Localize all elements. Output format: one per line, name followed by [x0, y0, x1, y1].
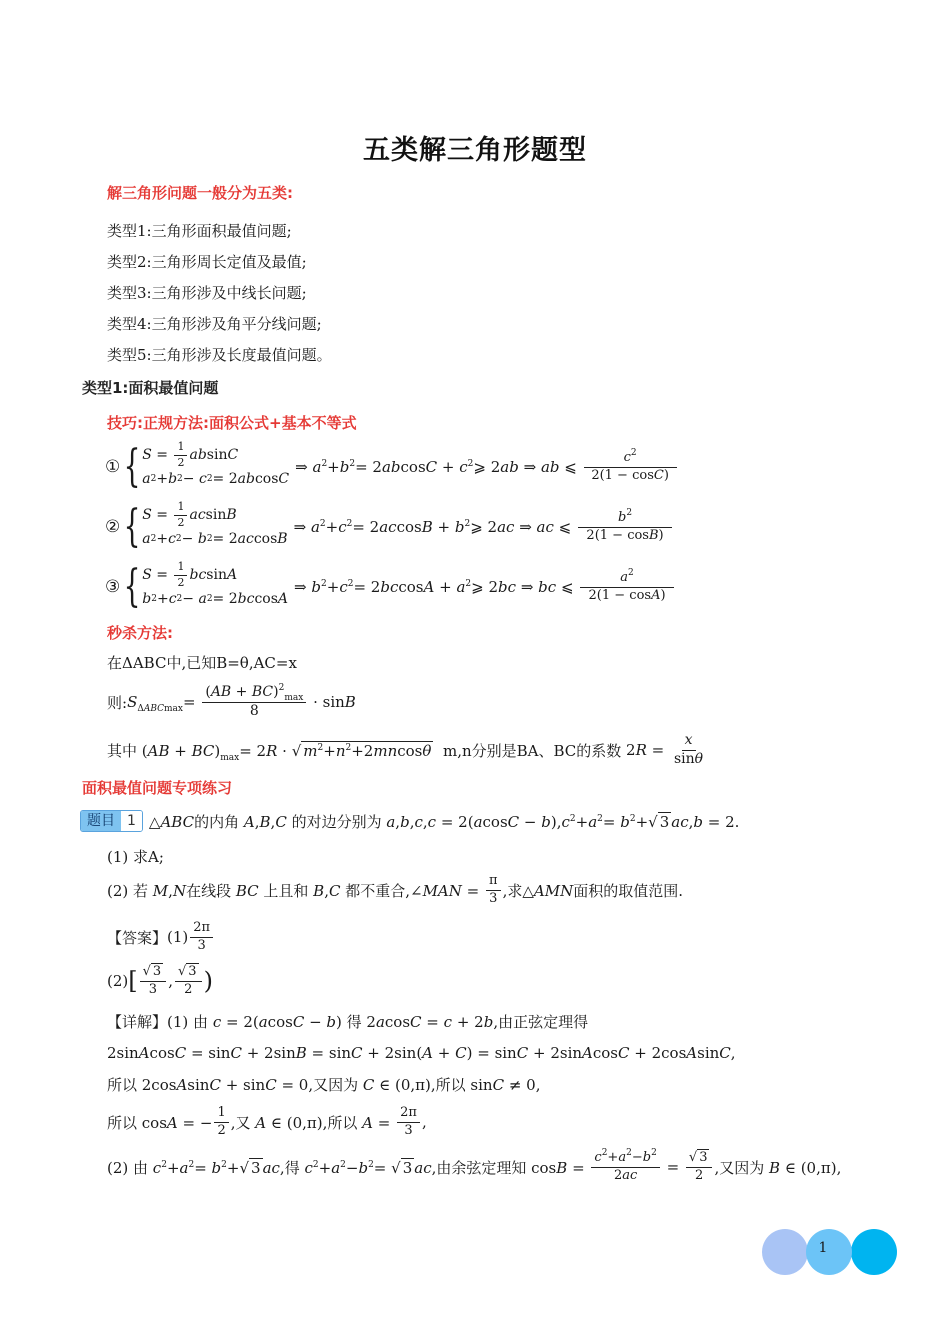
formula-2: ② { S = $\frac{1}{2}$ ac sin B a 2 + c 2 − b 2 = 2 ac cos B ⇒ $a^2+c^2= 2accosB$ + $b^2⩾$ 2ac ⇒ ac ⩽ $\frac{b^2}{2(1 - \cos B)}$	[105, 502, 674, 552]
answer-1: 【答案】 (1) $\frac{2\pi}{3}$	[107, 918, 215, 956]
problem-q2: (2) 若 M,N在线段 BC 上且和 B,C 都不重合,∠MAN = $\frac{\pi}{3}$ ,求△AMN面积的取值范围.	[107, 873, 683, 906]
page-number: 1	[818, 1240, 828, 1256]
type-item-4: 类型4:三角形涉及角平分线问题;	[107, 315, 322, 333]
problem-badge-number: 1	[121, 811, 142, 831]
type-item-2: 类型2:三角形周长定值及最值;	[107, 253, 307, 271]
problem-q1: (1) 求A;	[107, 848, 164, 866]
detail-line-5: (2) 由 $c^2+a^2= b^2+√$ 3 ac,得 $c^2+a^2-b^2=$ √ 3 ac,由余弦定理知 cosB = $\frac{c^2+a^2-b^2}{2ac}$ = $\frac{√ 3}{2}$ ,又因为 B ∈ (0,π),	[107, 1148, 842, 1183]
detail-line-3: 所以 2cosAsinC + sinC = 0,又因为 C ∈ (0,π),所以 sinC ≠ 0,	[107, 1075, 541, 1094]
detail-label: 【详解】	[107, 1012, 168, 1031]
problem-badge-label: 题目	[81, 811, 121, 831]
page-deco-circle-right	[851, 1229, 897, 1275]
problem-1-statement: 题目 1 △ABC的内角 A,B,C 的对边分别为 $a,b,c,c = 2(acosC - b),c^2+a^2= b^2+√$ 3 ac,b = 2.	[80, 808, 739, 834]
quick-line-2-prefix: 则:	[107, 693, 128, 712]
technique-heading: 技巧:正规方法:面积公式+基本不等式	[107, 414, 357, 432]
answer-2: (2) [ $\frac{√ 3}{3}$ , $\frac{√ 3}{2}$ )	[107, 964, 213, 997]
problem-badge	[80, 810, 143, 832]
section1-title: 类型1:面积最值问题	[82, 379, 219, 397]
quick-line-3-suffix: m,n分别是BA、BC的系数	[442, 741, 622, 760]
quick-line-2: 则: $S_{\Delta ABCmax}=$ $\frac{(AB + BC)^2_{max}}{8}$ · sinB	[107, 683, 356, 719]
page-title: 五类解三角形题型	[363, 135, 587, 166]
detail-line-1: 【详解】 (1) 由 c = 2(acosC − b) 得 2acosC = c + 2b,由正弦定理得	[107, 1012, 589, 1031]
formula-1: ① { S = $\frac{1}{2}$ ab sin C a 2 + b 2 − c 2 = 2 ab cos C ⇒ $a^2+b^2= 2abcosC$ + $c^2⩾$ 2ab ⇒ ab ⩽ $\frac{c^2}{2(1 - \cos C)}$	[105, 442, 679, 492]
quick-line-3: 其中 $(AB + BC)_{max}= 2R$ · √ $m^2+n^2+2mncos\theta$ m,n分别是BA、BC的系数 2R = $\frac{x}{\sin\theta}$	[107, 732, 704, 767]
quick-heading: 秒杀方法:	[107, 624, 173, 642]
quick-line-1: 在ΔABC中,已知B=θ,AC=x	[107, 654, 297, 672]
page-deco-circle-left	[762, 1229, 808, 1275]
type-item-1: 类型1:三角形面积最值问题;	[107, 222, 292, 240]
detail-line-4: 所以 cosA = − $\frac{1}{2}$ ,又 A ∈ (0,π),所以 A = $\frac{2\pi}{3}$ ,	[107, 1105, 427, 1138]
type-item-3: 类型3:三角形涉及中线长问题;	[107, 284, 307, 302]
detail-line-2: 2sinAcosC = sinC + 2sinB = sinC + 2sin(A + C) = sinC + 2sinAcosC + 2cosAsinC,	[107, 1044, 736, 1062]
practice-heading: 面积最值问题专项练习	[82, 779, 233, 797]
formula-3: ③ { S = $\frac{1}{2}$ bc sin A b 2 + c 2 − a 2 = 2 bc cos A ⇒ $b^2+c^2= 2bccosA$ + $a^2⩾$ 2bc ⇒ bc ⩽ $\frac{a^2}{2(1 - \cos A)}$	[105, 562, 676, 612]
intro-heading: 解三角形问题一般分为五类:	[107, 184, 293, 202]
type-item-5: 类型5:三角形涉及长度最值问题。	[107, 346, 332, 364]
answer-label: 【答案】	[107, 928, 168, 947]
